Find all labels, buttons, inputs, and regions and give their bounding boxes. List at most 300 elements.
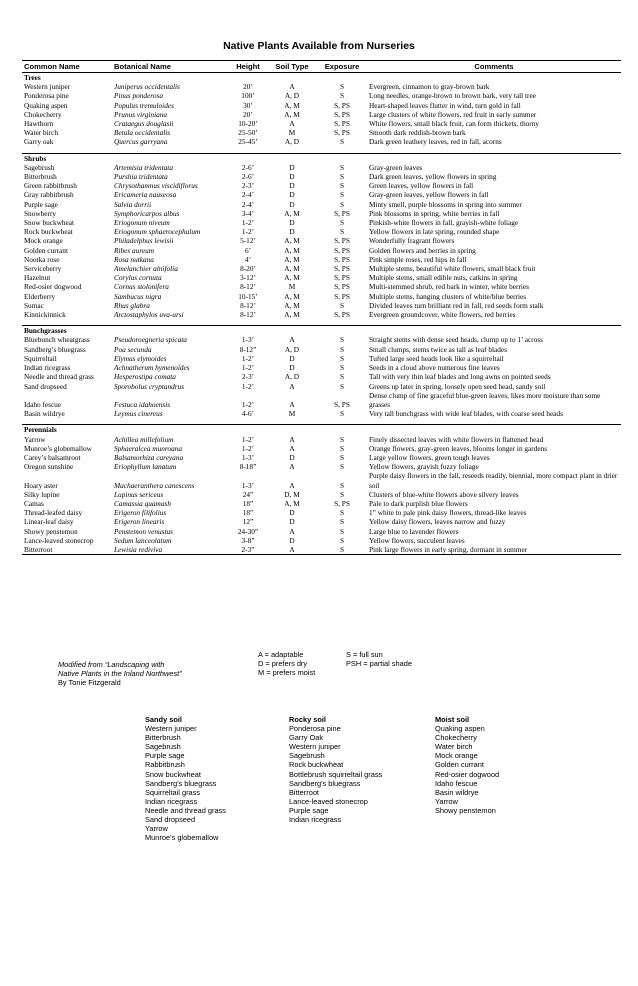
soil-type-cell: D bbox=[289, 181, 295, 191]
table-row bbox=[22, 292, 621, 301]
height-cell: 8-20’ bbox=[240, 264, 256, 274]
exposure-cell: S, PS bbox=[334, 100, 350, 110]
height-cell: 3-12’ bbox=[240, 273, 256, 283]
soil-type-cell: D bbox=[289, 218, 295, 228]
soil-type-cell: A bbox=[289, 434, 295, 444]
table-row bbox=[22, 335, 621, 344]
exposure-cell: S bbox=[339, 526, 345, 536]
section-heading-row bbox=[22, 153, 621, 163]
section-heading: Perennials bbox=[22, 425, 621, 435]
table-row bbox=[22, 227, 621, 236]
exposure-cell: S bbox=[339, 409, 345, 419]
botanical-name-cell: Arctostaphylos uva-ursi bbox=[114, 310, 184, 320]
exposure-cell: S bbox=[339, 190, 345, 200]
exposure-cell: S bbox=[339, 137, 345, 147]
exposure-cell: S bbox=[339, 82, 345, 92]
comments-cell: Gray-green leaves bbox=[369, 162, 423, 172]
section-heading: Bunchgrasses bbox=[22, 326, 621, 336]
height-cell: 1-3’ bbox=[241, 480, 255, 490]
botanical-name-cell: Artemisia tridentata bbox=[114, 162, 173, 172]
table-row bbox=[22, 517, 621, 526]
soil-type-cell: A, M bbox=[284, 100, 300, 110]
comments-cell: Evergreen, cinnamon to gray-brown bark bbox=[369, 82, 490, 92]
list-item: Garry Oak bbox=[289, 733, 324, 743]
height-cell: 24” bbox=[242, 489, 254, 499]
comments-cell: Very tall bunchgrass with wide leaf blades, with coarse seed heads bbox=[369, 409, 563, 419]
list-item: Rabbitbrush bbox=[145, 760, 185, 770]
table-row bbox=[22, 264, 621, 273]
soil-type-cell: M bbox=[288, 128, 296, 138]
botanical-name-cell: Hesperostipa comata bbox=[114, 372, 176, 382]
soil-type-cell: M bbox=[288, 409, 296, 419]
section-heading: Trees bbox=[24, 73, 41, 82]
common-name-cell: Sumac bbox=[24, 300, 44, 310]
table-row bbox=[22, 345, 621, 354]
exposure-cell: S, PS bbox=[334, 119, 350, 129]
botanical-name-cell: Juniperus occidentalis bbox=[114, 82, 180, 92]
soil-type-cell: D bbox=[289, 363, 295, 373]
common-name-cell: Nootka rose bbox=[24, 254, 60, 264]
common-name-cell: Oregon sunshine bbox=[24, 462, 74, 472]
header-height: Height bbox=[229, 61, 267, 73]
height-cell: 1-2’ bbox=[241, 218, 255, 228]
height-cell: 4-6’ bbox=[241, 409, 255, 419]
list-item: Quaking aspen bbox=[435, 724, 485, 734]
soil-type-cell: A bbox=[289, 381, 295, 391]
height-cell: 1-2’ bbox=[241, 443, 255, 453]
table-row bbox=[22, 536, 621, 545]
common-name-cell: Idaho fescue bbox=[24, 399, 62, 409]
comments-cell: Dark green leathery leaves, red in fall, acorns bbox=[369, 137, 502, 147]
comments-cell: Green leaves, yellow flowers in fall bbox=[369, 181, 474, 191]
table-row bbox=[22, 209, 621, 218]
table-row bbox=[22, 444, 621, 453]
botanical-name-cell: Pinus ponderosa bbox=[114, 91, 163, 101]
list-item: Sandberg’s bluegrass bbox=[145, 778, 217, 788]
soil-type-cell: A, M bbox=[284, 245, 300, 255]
table-row bbox=[22, 490, 621, 499]
legend-item: S = full sun bbox=[346, 650, 383, 659]
botanical-name-cell: Rhus glabra bbox=[114, 300, 150, 310]
height-cell: 2-3’ bbox=[241, 181, 255, 191]
height-cell: 4’ bbox=[244, 254, 252, 264]
botanical-name-cell: Salvia dorrii bbox=[114, 199, 152, 209]
table-row bbox=[22, 545, 621, 555]
credit-line: Native Plants in the Inland Northwest” bbox=[58, 669, 182, 678]
height-cell: 2-6’ bbox=[241, 172, 255, 182]
table-row bbox=[22, 310, 621, 319]
exposure-cell: S, PS bbox=[334, 291, 350, 301]
soil-list-heading: Rocky soil bbox=[289, 715, 326, 724]
soil-type-cell: A bbox=[289, 443, 295, 453]
comments-cell: Yellow daisy flowers, leaves narrow and fuzzy bbox=[369, 517, 506, 527]
common-name-cell: Silky lupine bbox=[24, 489, 60, 499]
moist-soil-list bbox=[435, 715, 499, 815]
botanical-name-cell: Sphaeralcea munroana bbox=[114, 443, 183, 453]
common-name-cell: Sagebrush bbox=[24, 162, 55, 172]
list-item: Yarrow bbox=[435, 796, 458, 806]
comments-cell: Divided leaves turn brilliant red in fall, red seeds form stalk bbox=[369, 300, 544, 310]
soil-type-cell: A, M bbox=[284, 264, 300, 274]
height-cell: 8-12’ bbox=[240, 310, 256, 320]
soil-type-cell: A, M bbox=[284, 273, 300, 283]
comments-cell: Tall with very thin leaf blades and long awns on pointed seeds bbox=[369, 372, 551, 382]
section-heading-row bbox=[22, 73, 621, 83]
height-cell: 8-18” bbox=[239, 462, 257, 472]
height-cell: 1-2’ bbox=[241, 381, 255, 391]
table-row bbox=[22, 301, 621, 310]
table-row bbox=[22, 391, 621, 409]
botanical-name-cell: Rosa nutkana bbox=[114, 254, 154, 264]
table-row bbox=[22, 282, 621, 291]
soil-type-cell: A, M bbox=[284, 236, 300, 246]
botanical-name-cell: Eriogonum sphaerocephalum bbox=[114, 227, 201, 237]
comments-cell: Multiple stems, beautiful white flowers, small black fruit bbox=[369, 264, 536, 274]
exposure-cell: S bbox=[339, 172, 345, 182]
section-heading-row bbox=[22, 326, 621, 336]
table-row bbox=[22, 236, 621, 245]
height-cell: 5-12’ bbox=[240, 236, 256, 246]
height-cell: 25-50’ bbox=[238, 128, 258, 138]
exposure-cell: S bbox=[339, 91, 345, 101]
exposure-cell: S, PS bbox=[334, 273, 350, 283]
height-cell: 6’ bbox=[244, 245, 252, 255]
height-cell: 10-15’ bbox=[238, 291, 258, 301]
height-cell: 18” bbox=[242, 508, 254, 518]
soil-type-cell: A, M bbox=[284, 498, 300, 508]
height-cell: 18” bbox=[242, 498, 254, 508]
source-credit bbox=[58, 660, 182, 687]
table-row bbox=[22, 354, 621, 363]
common-name-cell: Camas bbox=[24, 498, 44, 508]
list-item: Needle and thread grass bbox=[145, 805, 226, 815]
exposure-cell: S, PS bbox=[334, 109, 350, 119]
common-name-cell: Munroe’s globemallow bbox=[24, 443, 92, 453]
common-name-cell: Yarrow bbox=[24, 434, 46, 444]
comments-cell: Pink blossoms in spring, white berries in fall bbox=[369, 208, 500, 218]
soil-type-cell: A, D bbox=[284, 137, 300, 147]
botanical-name-cell: Eriogonum niveum bbox=[114, 218, 170, 228]
comments-cell: Orange flowers, gray-green leaves, blooms longer in gardens bbox=[369, 443, 548, 453]
height-cell: 3-4’ bbox=[241, 208, 255, 218]
table-row bbox=[22, 372, 621, 381]
comments-cell: Pale to dark purplish blue flowers bbox=[369, 498, 468, 508]
exposure-cell: S bbox=[339, 372, 345, 382]
soil-type-cell: M bbox=[288, 282, 296, 292]
sandy-soil-list bbox=[145, 715, 226, 842]
table-row bbox=[22, 218, 621, 227]
table-row bbox=[22, 273, 621, 282]
botanical-name-cell: Eriophyllum lanatum bbox=[114, 462, 177, 472]
height-cell: 100’ bbox=[241, 91, 255, 101]
exposure-cell: S bbox=[339, 199, 345, 209]
table-row bbox=[22, 119, 621, 128]
comments-cell: Long needles, orange-brown to brown bark, very tall tree bbox=[369, 91, 536, 101]
height-cell: 8-12” bbox=[239, 344, 257, 354]
height-cell: 1-2’ bbox=[241, 434, 255, 444]
botanical-name-cell: Quercus garryana bbox=[114, 137, 168, 147]
list-item: Lance-leaved stonecrop bbox=[289, 796, 368, 806]
soil-type-cell: A bbox=[289, 399, 295, 409]
common-name-cell: Elderberry bbox=[24, 291, 56, 301]
common-name-cell: Golden currant bbox=[24, 245, 68, 255]
botanical-name-cell: Prunus virginiana bbox=[114, 109, 168, 119]
soil-type-cell: A, M bbox=[284, 109, 300, 119]
common-name-cell: Basin wildrye bbox=[24, 409, 65, 419]
soil-type-cell: A, D bbox=[284, 91, 300, 101]
table-row bbox=[22, 190, 621, 199]
common-name-cell: Western juniper bbox=[24, 82, 71, 92]
page-title: Native Plants Available from Nurseries bbox=[223, 40, 415, 52]
soil-type-cell: A, D bbox=[284, 372, 300, 382]
comments-cell: Tufted large seed heads look like a squirreltail bbox=[369, 353, 504, 363]
comments-cell: Large clusters of white flowers, red fruit in early summer bbox=[369, 109, 537, 119]
comments-cell: Large yellow flowers, green tough leaves bbox=[369, 452, 490, 462]
botanical-name-cell: Balsamorhiza careyana bbox=[114, 452, 184, 462]
table-row bbox=[22, 255, 621, 264]
legend-item: A = adaptable bbox=[258, 650, 304, 659]
section-heading-row bbox=[22, 425, 621, 435]
botanical-name-cell: Symphoricarpos albus bbox=[114, 208, 180, 218]
botanical-name-cell: Elymus elymoides bbox=[114, 353, 167, 363]
botanical-name-cell: Purshia tridentata bbox=[114, 172, 168, 182]
list-item: Western juniper bbox=[145, 724, 197, 734]
soil-type-cell: D bbox=[289, 353, 295, 363]
exposure-cell: S, PS bbox=[334, 399, 350, 409]
common-name-cell: Bitterbrush bbox=[24, 172, 57, 182]
botanical-name-cell: Ericameria nauseosa bbox=[114, 190, 177, 200]
exposure-cell: S, PS bbox=[334, 128, 350, 138]
exposure-cell: S, PS bbox=[334, 310, 350, 320]
common-name-cell: Chokecherry bbox=[24, 109, 62, 119]
exposure-cell: S bbox=[339, 434, 345, 444]
section-heading: Shrubs bbox=[22, 153, 621, 163]
list-item: Squirreltail grass bbox=[145, 787, 201, 797]
comments-cell: Dark green leaves, yellow flowers in spring bbox=[369, 172, 497, 182]
botanical-name-cell: Philadelphus lewisii bbox=[114, 236, 174, 246]
rocky-soil-list bbox=[289, 715, 382, 824]
list-item: Water birch bbox=[435, 742, 473, 752]
legend-exposure bbox=[346, 650, 412, 668]
exposure-cell: S, PS bbox=[334, 498, 350, 508]
header-common-name: Common Name bbox=[22, 61, 112, 73]
soil-type-cell: D bbox=[289, 227, 295, 237]
soil-type-cell: A bbox=[289, 526, 295, 536]
soil-type-cell: A bbox=[289, 544, 295, 554]
botanical-name-cell: Pseudoroegneria spicata bbox=[114, 335, 187, 345]
soil-type-cell: A, M bbox=[284, 208, 300, 218]
common-name-cell: Needle and thread grass bbox=[24, 372, 94, 382]
common-name-cell: Ponderosa pine bbox=[24, 91, 69, 101]
botanical-name-cell: Erigeron filifolius bbox=[114, 508, 167, 518]
soil-type-cell: A, M bbox=[284, 291, 300, 301]
soil-type-cell: A, M bbox=[284, 254, 300, 264]
soil-type-cell: A, M bbox=[284, 300, 300, 310]
height-cell: 30’ bbox=[243, 100, 253, 110]
header-comments: Comments bbox=[367, 61, 621, 73]
comments-cell: Dense clump of fine graceful blue-green leaves, likes more moisture than some grasses bbox=[369, 390, 601, 409]
list-item: Sandberg’s bluegrass bbox=[289, 778, 361, 788]
height-cell: 20’ bbox=[243, 109, 253, 119]
common-name-cell: Sand dropseed bbox=[24, 381, 67, 391]
comments-cell: Yellow flowers, grayish fuzzy foliage bbox=[369, 462, 479, 472]
exposure-cell: S, PS bbox=[334, 282, 350, 292]
height-cell: 24-30” bbox=[237, 526, 259, 536]
exposure-cell: S bbox=[339, 480, 345, 490]
list-item: Snow buckwheat bbox=[145, 769, 201, 779]
height-cell: 20’ bbox=[243, 82, 253, 92]
list-item: Yarrow bbox=[145, 824, 168, 834]
common-name-cell: Bluebunch wheatgrass bbox=[24, 335, 90, 345]
comments-cell: Large blue to lavender flowers bbox=[369, 526, 459, 536]
common-name-cell: Showy penstemon bbox=[24, 526, 78, 536]
exposure-cell: S, PS bbox=[334, 254, 350, 264]
soil-type-cell: D bbox=[289, 199, 295, 209]
exposure-cell: S bbox=[339, 181, 345, 191]
table-row bbox=[22, 471, 621, 489]
credit-author: By Tonie Fitzgerald bbox=[58, 678, 121, 687]
table-row bbox=[22, 409, 621, 418]
exposure-cell: S bbox=[339, 462, 345, 472]
botanical-name-cell: Chrysothamnus viscidiflorus bbox=[114, 181, 198, 191]
common-name-cell: Serviceberry bbox=[24, 264, 62, 274]
botanical-name-cell: Ribes aureum bbox=[114, 245, 155, 255]
list-item: Bitterroot bbox=[289, 787, 319, 797]
height-cell: 3-8” bbox=[241, 535, 255, 545]
comments-cell: Seeds in a cloud above numerous fine leaves bbox=[369, 363, 500, 373]
list-item: Purple sage bbox=[145, 751, 185, 761]
comments-cell: Purple daisy flowers in the fall, reseeds readily, biennial, more compact plant in drier soil bbox=[369, 471, 618, 490]
common-name-cell: Hazelnut bbox=[24, 273, 51, 283]
comments-cell: Multi-stemmed shrub, red bark in winter, white berries bbox=[369, 282, 529, 292]
table-row bbox=[22, 128, 621, 137]
exposure-cell: S bbox=[339, 344, 345, 354]
common-name-cell: Bitterroot bbox=[24, 544, 53, 554]
soil-type-cell: D, M bbox=[284, 489, 300, 499]
height-cell: 1-2’ bbox=[241, 399, 255, 409]
exposure-cell: S bbox=[339, 443, 345, 453]
height-cell: 2-3’ bbox=[241, 372, 255, 382]
botanical-name-cell: Achnatherum hymenoides bbox=[114, 363, 190, 373]
botanical-name-cell: Erigeron linearis bbox=[114, 517, 165, 527]
list-item: Chokecherry bbox=[435, 733, 477, 743]
comments-cell: Heart-shaped leaves flutter in wind, turn gold in fall bbox=[369, 100, 521, 110]
exposure-cell: S bbox=[339, 544, 345, 554]
table-row bbox=[22, 435, 621, 444]
comments-cell: 1” white to pale pink daisy flowers, thread-like leaves bbox=[369, 508, 527, 518]
soil-type-cell: A, M bbox=[284, 310, 300, 320]
soil-type-cell: D bbox=[289, 535, 295, 545]
soil-type-cell: D bbox=[289, 162, 295, 172]
exposure-cell: S bbox=[339, 335, 345, 345]
table-row bbox=[22, 453, 621, 462]
list-item: Golden currant bbox=[435, 760, 484, 770]
botanical-name-cell: Machaeranthera canescens bbox=[114, 480, 195, 490]
list-item: Idaho fescue bbox=[435, 778, 478, 788]
table-row bbox=[22, 91, 621, 100]
soil-type-cell: D bbox=[289, 190, 295, 200]
soil-type-cell: A bbox=[289, 480, 295, 490]
common-name-cell: Purple sage bbox=[24, 199, 58, 209]
comments-cell: Yellow flowers, succulent leaves bbox=[369, 535, 465, 545]
list-item: Bottlebrush squirreltail grass bbox=[289, 769, 383, 779]
common-name-cell: Red-osier dogwood bbox=[24, 282, 82, 292]
exposure-cell: S bbox=[339, 535, 345, 545]
soil-type-cell: A bbox=[289, 335, 295, 345]
common-name-cell: Snow buckwheat bbox=[24, 218, 75, 228]
comments-cell: Smooth dark reddish-brown bark bbox=[369, 128, 466, 138]
comments-cell: Pink simple roses, red hips in fall bbox=[369, 254, 467, 264]
list-item: Mock orange bbox=[435, 751, 478, 761]
exposure-cell: S, PS bbox=[334, 245, 350, 255]
credit-line: Modified from “Landscaping with bbox=[58, 660, 165, 669]
legend-item: M = prefers moist bbox=[258, 668, 316, 677]
table-row bbox=[22, 200, 621, 209]
botanical-name-cell: Cornus stolonifera bbox=[114, 282, 169, 292]
botanical-name-cell: Betula occidentalis bbox=[114, 128, 171, 138]
comments-cell: Pink large flowers in early spring, dormant in summer bbox=[369, 544, 528, 554]
list-item: Indian ricegrass bbox=[289, 815, 342, 825]
height-cell: 2-4’ bbox=[241, 190, 255, 200]
exposure-cell: S bbox=[339, 227, 345, 237]
legend-item: D = prefers dry bbox=[258, 659, 308, 668]
botanical-name-cell: Lupinus sericeus bbox=[114, 489, 164, 499]
comments-cell: Clusters of blue-white flowers above silvery leaves bbox=[369, 489, 519, 499]
botanical-name-cell: Camassia quamash bbox=[114, 498, 171, 508]
common-name-cell: Kinnickinnick bbox=[24, 310, 66, 320]
botanical-name-cell: Amelanchier alnifolia bbox=[114, 264, 178, 274]
list-item: Basin wildrye bbox=[435, 787, 479, 797]
exposure-cell: S bbox=[339, 162, 345, 172]
comments-cell: White flowers, small black fruit, can form thickets, thorny bbox=[369, 119, 540, 129]
common-name-cell: Quaking aspen bbox=[24, 100, 68, 110]
comments-cell: Yellow flowers in late spring, rounded shape bbox=[369, 227, 500, 237]
botanical-name-cell: Poa secunda bbox=[114, 344, 152, 354]
exposure-cell: S, PS bbox=[334, 236, 350, 246]
header-exposure: Exposure bbox=[317, 61, 367, 73]
table-row bbox=[22, 163, 621, 172]
table-row bbox=[22, 181, 621, 190]
common-name-cell: Water birch bbox=[24, 128, 59, 138]
height-cell: 1-2’ bbox=[241, 353, 255, 363]
common-name-cell: Sandberg’s bluegrass bbox=[24, 344, 86, 354]
botanical-name-cell: Leymus cinereus bbox=[114, 409, 163, 419]
common-name-cell: Gray rabbitbrush bbox=[24, 190, 74, 200]
table-row bbox=[22, 101, 621, 110]
table-row bbox=[22, 382, 621, 391]
botanical-name-cell: Sporobolus cryptandrus bbox=[114, 381, 185, 391]
list-item: Purple sage bbox=[289, 805, 329, 815]
plants-table-body bbox=[22, 73, 621, 555]
table-row bbox=[22, 246, 621, 255]
botanical-name-cell: Crataegus douglasii bbox=[114, 119, 174, 129]
table-row bbox=[22, 82, 621, 91]
soil-type-cell: A bbox=[289, 462, 295, 472]
botanical-name-cell: Sambucus nigra bbox=[114, 291, 162, 301]
header-botanical-name: Botanical Name bbox=[112, 61, 229, 73]
comments-cell: Multiple stems, small edible nuts, catkins in spring bbox=[369, 273, 518, 283]
botanical-name-cell: Festuca idahoensis bbox=[114, 399, 171, 409]
exposure-cell: S bbox=[339, 452, 345, 462]
height-cell: 10-20’ bbox=[238, 119, 258, 129]
height-cell: 2-6’ bbox=[241, 162, 255, 172]
header-soil-type: Soil Type bbox=[267, 61, 317, 73]
height-cell: 25-45’ bbox=[238, 137, 258, 147]
comments-cell: Multiple stems, hanging clusters of white/blue berries bbox=[369, 291, 527, 301]
botanical-name-cell: Achillea millefolium bbox=[114, 434, 174, 444]
common-name-cell: Linear-leaf daisy bbox=[24, 517, 74, 527]
common-name-cell: Snowberry bbox=[24, 208, 57, 218]
